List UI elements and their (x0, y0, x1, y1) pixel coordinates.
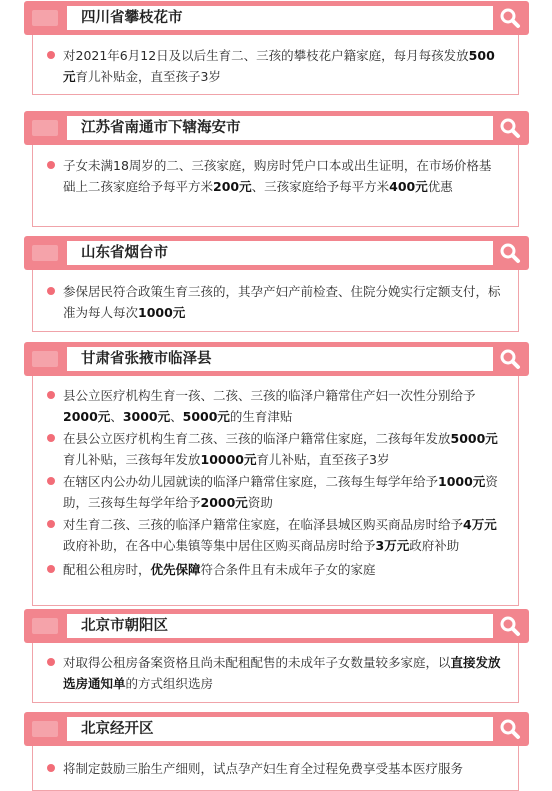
bullet-dot-icon (47, 764, 55, 772)
search-icon[interactable] (497, 614, 523, 638)
section-content (32, 145, 519, 227)
list-item (47, 758, 502, 779)
list-item (47, 385, 502, 427)
list-item (47, 652, 502, 694)
item-text: 对生育二孩、三孩的临泽户籍常住家庭，在临泽县城区购买商品房时给予4万元政府补助，在各中心集镇等集中居住区购买商品房时给予3万元政府补助 (63, 517, 497, 553)
list-item (47, 45, 502, 87)
header-tab-decoration (32, 245, 58, 261)
section-title: 北京市朝阳区 (81, 618, 168, 634)
bullet-dot-icon (47, 658, 55, 666)
section-content (32, 746, 519, 791)
item-text: 县公立医疗机构生育一孩、二孩、三孩的临泽户籍常住产妇一次性分别给予2000元、3000元、5000元的生育津贴 (63, 388, 476, 424)
section-content (32, 643, 519, 703)
section-title: 四川省攀枝花市 (81, 10, 183, 26)
item-text: 对取得公租房备案资格且尚未配租配售的未成年子女数量较多家庭，以直接发放选房通知单的方式组织选房 (63, 655, 501, 691)
section-header (24, 342, 529, 376)
list-item (47, 281, 502, 323)
section-header (24, 111, 529, 145)
section-title: 江苏省南通市下辖海安市 (81, 120, 241, 136)
bullet-dot-icon (47, 477, 55, 485)
search-icon[interactable] (497, 6, 523, 30)
header-title-box (67, 116, 493, 140)
item-text: 对2021年6月12日及以后生育二、三孩的攀枝花户籍家庭，每月每孩发放500元育儿补贴金，直至孩子3岁 (63, 48, 495, 84)
item-text: 配租公租房时，优先保障符合条件且有未成年子女的家庭 (63, 562, 376, 577)
header-tab-decoration (32, 10, 58, 26)
section-title: 北京经开区 (81, 721, 154, 737)
header-title-box (67, 614, 493, 638)
header-title-box (67, 6, 493, 30)
bullet-dot-icon (47, 391, 55, 399)
list-item (47, 155, 502, 197)
bullet-dot-icon (47, 51, 55, 59)
item-text: 在辖区内公办幼儿园就读的临泽户籍常住家庭，二孩每生每学年给予1000元资助，三孩每生每学年给予2000元资助 (63, 474, 498, 510)
header-tab-decoration (32, 721, 58, 737)
section-content (32, 376, 519, 606)
search-icon[interactable] (497, 717, 523, 741)
item-text: 子女未满18周岁的二、三孩家庭，购房时凭户口本或出生证明，在市场价格基础上二孩家庭给予每平方米200元、三孩家庭给予每平方米400元优惠 (63, 158, 492, 194)
header-tab-decoration (32, 618, 58, 634)
search-icon[interactable] (497, 241, 523, 265)
list-item (47, 514, 502, 556)
bullet-dot-icon (47, 434, 55, 442)
section-header (24, 1, 529, 35)
item-text: 在县公立医疗机构生育二孩、三孩的临泽户籍常住家庭，二孩每年发放5000元育儿补贴，三孩每年发放10000元育儿补贴，直至孩子3岁 (63, 431, 498, 467)
list-item (47, 428, 502, 470)
bullet-dot-icon (47, 565, 55, 573)
header-tab-decoration (32, 120, 58, 136)
bullet-dot-icon (47, 520, 55, 528)
header-title-box (67, 717, 493, 741)
section-content (32, 270, 519, 332)
search-icon[interactable] (497, 116, 523, 140)
header-tab-decoration (32, 351, 58, 367)
item-text: 将制定鼓励三胎生产细则，试点孕产妇生育全过程免费享受基本医疗服务 (63, 761, 464, 776)
list-item (47, 471, 502, 513)
item-text: 参保居民符合政策生育三孩的，其孕产妇产前检查、住院分娩实行定额支付，标准为每人每次1000元 (63, 284, 501, 320)
bullet-dot-icon (47, 287, 55, 295)
section-content (32, 35, 519, 95)
header-title-box (67, 347, 493, 371)
section-header (24, 236, 529, 270)
section-header (24, 712, 529, 746)
section-header (24, 609, 529, 643)
section-title: 甘肃省张掖市临泽县 (81, 351, 212, 367)
header-title-box (67, 241, 493, 265)
section-title: 山东省烟台市 (81, 245, 168, 261)
bullet-dot-icon (47, 161, 55, 169)
list-item (47, 559, 502, 580)
search-icon[interactable] (497, 347, 523, 371)
